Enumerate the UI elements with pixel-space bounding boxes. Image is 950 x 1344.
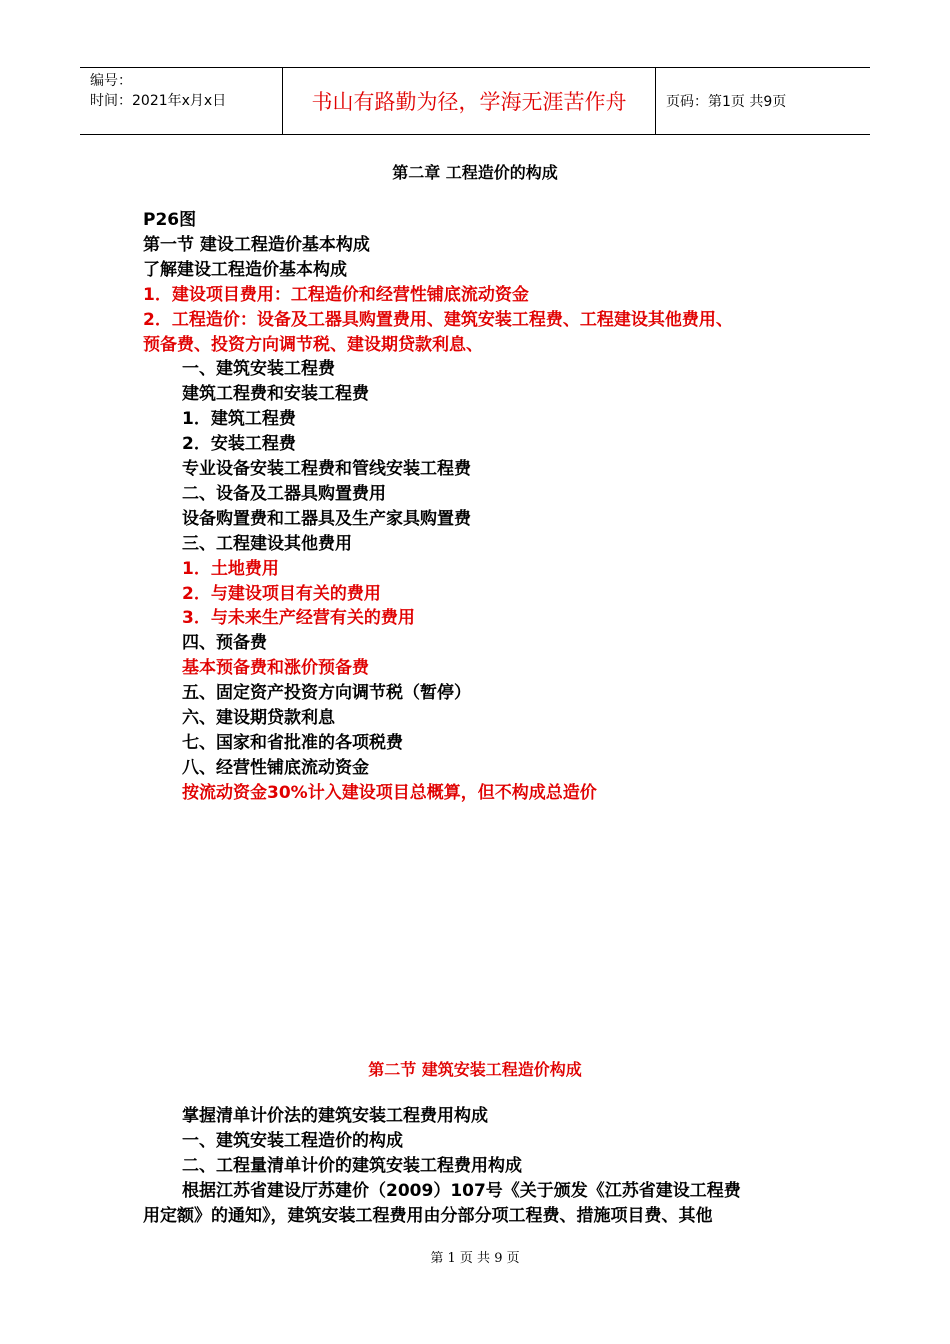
time-label: 时间：2021年x月x日 — [90, 93, 227, 109]
text-line: 预备费、投资方向调节税、建设期贷款利息、 — [143, 334, 483, 355]
section2-title: 第二节 建筑安装工程造价构成 — [368, 1060, 582, 1079]
code-label: 编号： — [90, 73, 132, 89]
text-line: 五、固定资产投资方向调节税（暂停） — [182, 683, 471, 704]
text-line: 1．建筑工程费 — [182, 409, 296, 430]
text-line: 了解建设工程造价基本构成 — [143, 259, 347, 280]
text-line: 七、国家和省批准的各项税费 — [182, 732, 403, 753]
page-footer: 第 1 页 共 9 页 — [430, 1251, 520, 1266]
page-header — [80, 67, 870, 135]
header-motto: 书山有路勤为径，学海无涯苦作舟 — [282, 68, 656, 134]
text-line: 四、预备费 — [182, 633, 267, 654]
text-line: 按流动资金30%计入建设项目总概算，但不构成总造价 — [182, 782, 597, 803]
header-meta — [80, 68, 282, 134]
text-line: 八、经营性铺底流动资金 — [182, 757, 369, 778]
text-line: 2．工程造价：设备及工器具购置费用、建筑安装工程费、工程建设其他费用、 — [143, 309, 733, 330]
text-line: 根据江苏省建设厅苏建价（2009）107号《关于颁发《江苏省建设工程费 — [182, 1180, 741, 1201]
text-line: 3．与未来生产经营有关的费用 — [182, 608, 415, 629]
text-line: P26图 — [143, 210, 197, 230]
text-line: 基本预备费和涨价预备费 — [182, 658, 369, 679]
text-line: 六、建设期贷款利息 — [182, 708, 335, 728]
text-line: 第一节 建设工程造价基本构成 — [143, 234, 370, 255]
text-line: 掌握清单计价法的建筑安装工程费用构成 — [182, 1106, 488, 1126]
text-line: 设备购置费和工器具及生产家具购置费 — [182, 508, 471, 529]
header-page-label: 页码：第1页 共9页 — [666, 94, 787, 110]
text-line: 二、设备及工器具购置费用 — [182, 483, 386, 504]
text-line: 专业设备安装工程费和管线安装工程费 — [182, 459, 471, 479]
text-line: 建筑工程费和安装工程费 — [182, 384, 369, 405]
text-line: 1．土地费用 — [182, 558, 279, 579]
text-line: 一、建筑安装工程费 — [182, 359, 335, 380]
text-line: 2．安装工程费 — [182, 434, 296, 455]
text-line: 2．与建设项目有关的费用 — [182, 583, 381, 604]
text-line: 二、工程量清单计价的建筑安装工程费用构成 — [182, 1155, 522, 1176]
text-line: 一、建筑安装工程造价的构成 — [182, 1130, 403, 1151]
chapter-title: 第二章 工程造价的构成 — [392, 163, 558, 182]
text-line: 1．建设项目费用：工程造价和经营性铺底流动资金 — [143, 284, 529, 305]
text-line: 用定额》的通知》，建筑安装工程费用由分部分项工程费、措施项目费、其他 — [143, 1205, 713, 1226]
text-line: 三、工程建设其他费用 — [182, 533, 352, 554]
